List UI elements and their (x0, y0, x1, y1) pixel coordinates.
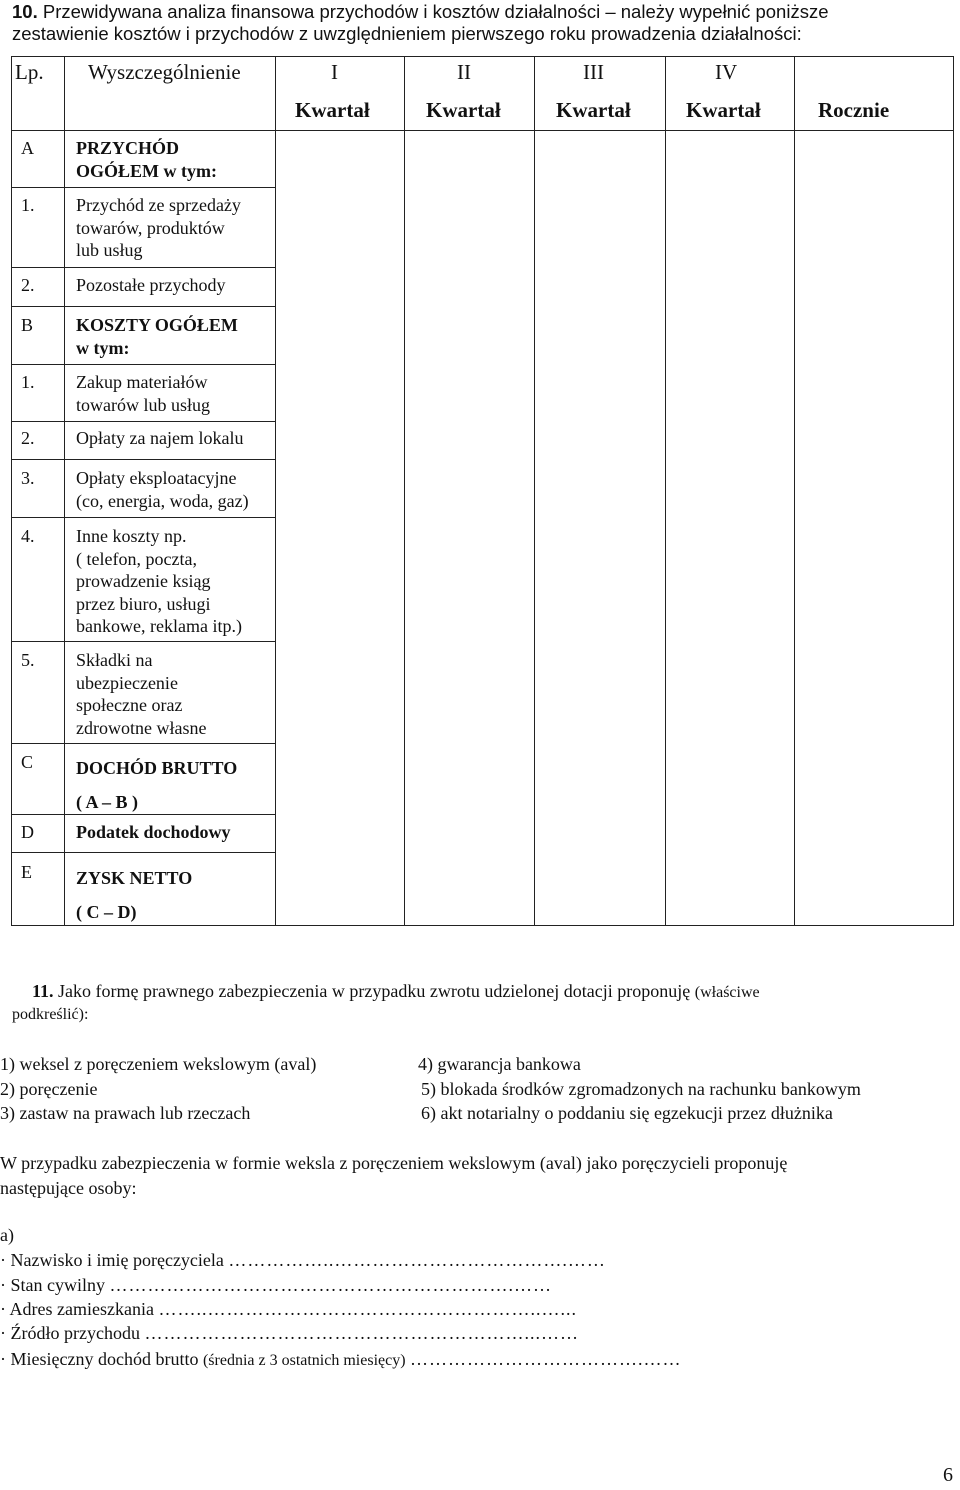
table-divider (12, 743, 275, 744)
option-1: 1) weksel z poręczeniem wekslowym (aval) (0, 1054, 317, 1074)
row-b4-label: Inne koszty np. ( telefon, poczta, prowadzenie ksiąg przez biuro, usługi bankowe, reklama itp.) (76, 526, 242, 636)
page-number: 6 (943, 1464, 953, 1486)
option-2: 2) poręczenie (0, 1079, 98, 1099)
row-a1-lp: 1. (21, 195, 35, 215)
field-address[interactable]: · Adres zamieszkania ……..……………………………………………..…... (0, 1299, 577, 1319)
table-divider (665, 57, 666, 925)
option-5: 5) blokada środków zgromadzonych na rachunku bankowym (421, 1079, 861, 1099)
section-11-hint-2: podkreślić): (12, 1006, 89, 1023)
section-11-intro (12, 979, 956, 1005)
table-divider (12, 267, 275, 268)
section-10-line1: Przewidywana analiza finansowa przychodów i kosztów działalności – należy wypełnić poniższe (42, 1, 829, 22)
row-b5-label: Składki na ubezpieczenie społeczne oraz zdrowotne własne (76, 650, 207, 738)
section-10-number: 10. (12, 1, 38, 22)
row-e-lp: E (21, 862, 32, 882)
header-q1: Kwartał (295, 98, 370, 122)
row-b5-lp: 5. (21, 650, 35, 670)
row-a-label: PRZYCHÓD OGÓŁEM w tym: (76, 138, 217, 181)
table-divider (12, 306, 275, 307)
header-q2: Kwartał (426, 98, 501, 122)
table-divider (12, 852, 275, 853)
row-e-label: ZYSK NETTO ( C – D) (76, 868, 193, 922)
table-divider (12, 459, 275, 460)
table-divider (534, 57, 535, 925)
table-divider (404, 57, 405, 925)
guarantor-paragraph-line1: W przypadku zabezpieczenia w formie weksla z poręczeniem wekslowym (aval) jako poręczycieli proponuję (0, 1153, 788, 1173)
row-a2-label: Pozostałe przychody (76, 275, 226, 295)
field-income-source[interactable]: · Źródło przychodu ……………………………………………………...…… (0, 1323, 579, 1343)
header-item: Wyszczególnienie (88, 60, 241, 84)
row-a1-label: Przychód ze sprzedaży towarów, produktów lub usług (76, 195, 241, 260)
section-11-text: Jako formę prawnego zabezpieczenia w przypadku zwrotu udzielonej dotacji proponuję (58, 981, 691, 1001)
financial-table (11, 56, 954, 926)
header-q2-roman: II (457, 60, 471, 84)
field-marital-status[interactable]: · Stan cywilny ……………………………………………………….…… (0, 1275, 552, 1295)
row-b2-lp: 2. (21, 428, 35, 448)
row-b2-label: Opłaty za najem lokalu (76, 428, 244, 448)
header-q1-roman: I (331, 60, 338, 84)
option-4: 4) gwarancja bankowa (418, 1054, 581, 1074)
row-a-lp: A (21, 138, 34, 158)
row-c-label: DOCHÓD BRUTTO ( A – B ) (76, 758, 238, 812)
field-guarantor-name[interactable]: · Nazwisko i imię poręczyciela ……………..……………………………….…… (0, 1250, 606, 1270)
guarantor-paragraph-line2: następujące osoby: (0, 1178, 137, 1198)
row-b1-lp: 1. (21, 372, 35, 392)
sub-a: a) (0, 1225, 14, 1245)
row-b4-lp: 4. (21, 526, 35, 546)
header-lp: Lp. (15, 60, 44, 84)
table-divider (12, 641, 275, 642)
row-b3-label: Opłaty eksploatacyjne (co, energia, woda, gaz) (76, 468, 249, 511)
row-b3-lp: 3. (21, 468, 35, 488)
table-divider (794, 57, 795, 925)
option-3: 3) zastaw na prawach lub rzeczach (0, 1103, 251, 1123)
table-divider (12, 421, 275, 422)
header-q3: Kwartał (556, 98, 631, 122)
section-10-line2: zestawienie kosztów i przychodów z uwzględnieniem pierwszego roku prowadzenia działalności: (12, 23, 802, 44)
header-q4: Kwartał (686, 98, 761, 122)
row-a2-lp: 2. (21, 275, 35, 295)
section-11-number: 11. (32, 981, 54, 1001)
row-b-lp: B (21, 315, 34, 335)
table-divider (12, 517, 275, 518)
row-b-label: KOSZTY OGÓŁEM w tym: (76, 315, 238, 358)
table-divider (12, 130, 953, 131)
header-annual: Rocznie (818, 98, 890, 122)
section-11-hint: (właściwe (694, 984, 760, 1001)
table-divider (275, 57, 276, 925)
table-divider (12, 364, 275, 365)
section-10-heading (12, 1, 828, 45)
table-divider (12, 814, 275, 815)
header-q4-roman: IV (715, 60, 738, 84)
row-c-lp: C (21, 752, 34, 772)
row-b1-label: Zakup materiałów towarów lub usług (76, 372, 210, 415)
row-d-lp: D (21, 822, 34, 842)
row-d-label: Podatek dochodowy (76, 822, 231, 842)
header-q3-roman: III (583, 60, 604, 84)
field-monthly-income[interactable]: · Miesięczny dochód brutto (średnia z 3 ostatnich miesięcy) ……………………………….…… (0, 1349, 682, 1369)
table-divider (12, 187, 275, 188)
option-6: 6) akt notarialny o poddaniu się egzekucji przez dłużnika (421, 1103, 833, 1123)
